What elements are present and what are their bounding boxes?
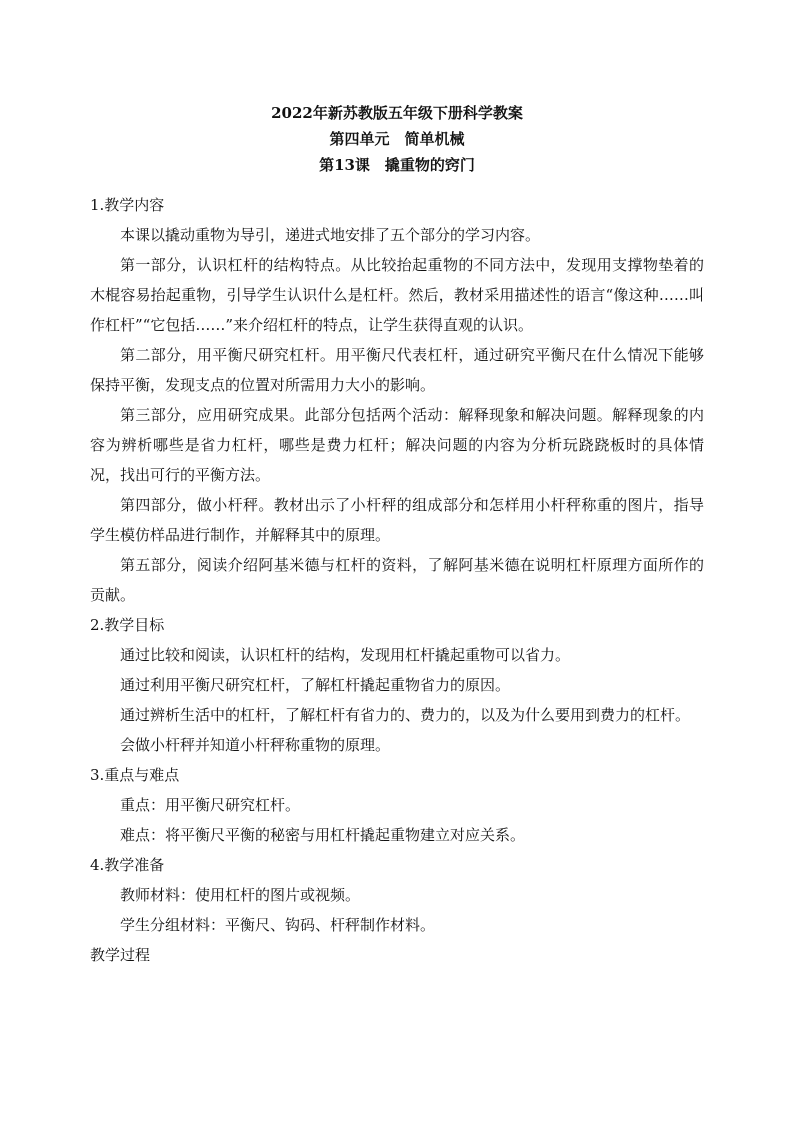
section-teaching-goals: [90, 610, 704, 760]
section-teaching-content: [90, 190, 704, 610]
section-heading: 3.重点与难点: [90, 766, 180, 784]
paragraph: 重点：用平衡尺研究杠杆。: [120, 796, 301, 814]
lesson-title: 第13课 撬重物的窍门: [319, 156, 475, 174]
section-key-points: [90, 760, 704, 850]
section-heading: 2.教学目标: [90, 616, 165, 634]
paragraph: 教师材料：使用杠杆的图片或视频。: [120, 886, 361, 904]
section-heading: 1.教学内容: [90, 196, 165, 214]
paragraph: 第二部分，用平衡尺研究杠杆。用平衡尺代表杠杆，通过研究平衡尺在什么情况下能够保持平衡，发现支点的位置对所需用力大小的影响。: [90, 346, 704, 394]
paragraph: 通过比较和阅读，认识杠杆的结构，发现用杠杆撬起重物可以省力。: [120, 646, 571, 664]
section-teaching-prep: [90, 850, 704, 940]
unit-title: 第四单元 简单机械: [329, 130, 465, 148]
section-heading: 4.教学准备: [90, 856, 165, 874]
paragraph: 本课以撬动重物为导引，递进式地安排了五个部分的学习内容。: [120, 226, 541, 244]
document-title: 2022年新苏教版五年级下册科学教案: [271, 104, 523, 122]
paragraph: 通过利用平衡尺研究杠杆，了解杠杆撬起重物省力的原因。: [120, 676, 511, 694]
document-titles: [0, 100, 794, 178]
section-teaching-process: [90, 940, 704, 970]
paragraph: 学生分组材料：平衡尺、钩码、杆秤制作材料。: [120, 916, 436, 934]
paragraph: 第三部分，应用研究成果。此部分包括两个活动：解释现象和解决问题。解释现象的内容为辨析哪些是省力杠杆，哪些是费力杠杆；解决问题的内容为分析玩跷跷板时的具体情况，找出可行的平衡方法。: [90, 406, 704, 484]
paragraph: 第一部分，认识杠杆的结构特点。从比较抬起重物的不同方法中，发现用支撑物垫着的木棍容易抬起重物，引导学生认识什么是杠杆。然后，教材采用描述性的语言“像这种……叫作杠杆”“它包括……”来介绍杠杆的特点，让学生获得直观的认识。: [90, 256, 704, 334]
document-body: [90, 190, 704, 970]
paragraph: 第五部分，阅读介绍阿基米德与杠杆的资料，了解阿基米德在说明杠杆原理方面所作的贡献。: [90, 556, 704, 604]
paragraph: 通过辨析生活中的杠杆，了解杠杆有省力的、费力的，以及为什么要用到费力的杠杆。: [120, 706, 691, 724]
paragraph: 第四部分，做小杆秤。教材出示了小杆秤的组成部分和怎样用小杆秤称重的图片，指导学生模仿样品进行制作，并解释其中的原理。: [90, 496, 704, 544]
paragraph: 会做小杆秤并知道小杆秤称重物的原理。: [120, 736, 391, 754]
paragraph: 难点：将平衡尺平衡的秘密与用杠杆撬起重物建立对应关系。: [120, 826, 526, 844]
section-heading: 教学过程: [90, 946, 151, 964]
